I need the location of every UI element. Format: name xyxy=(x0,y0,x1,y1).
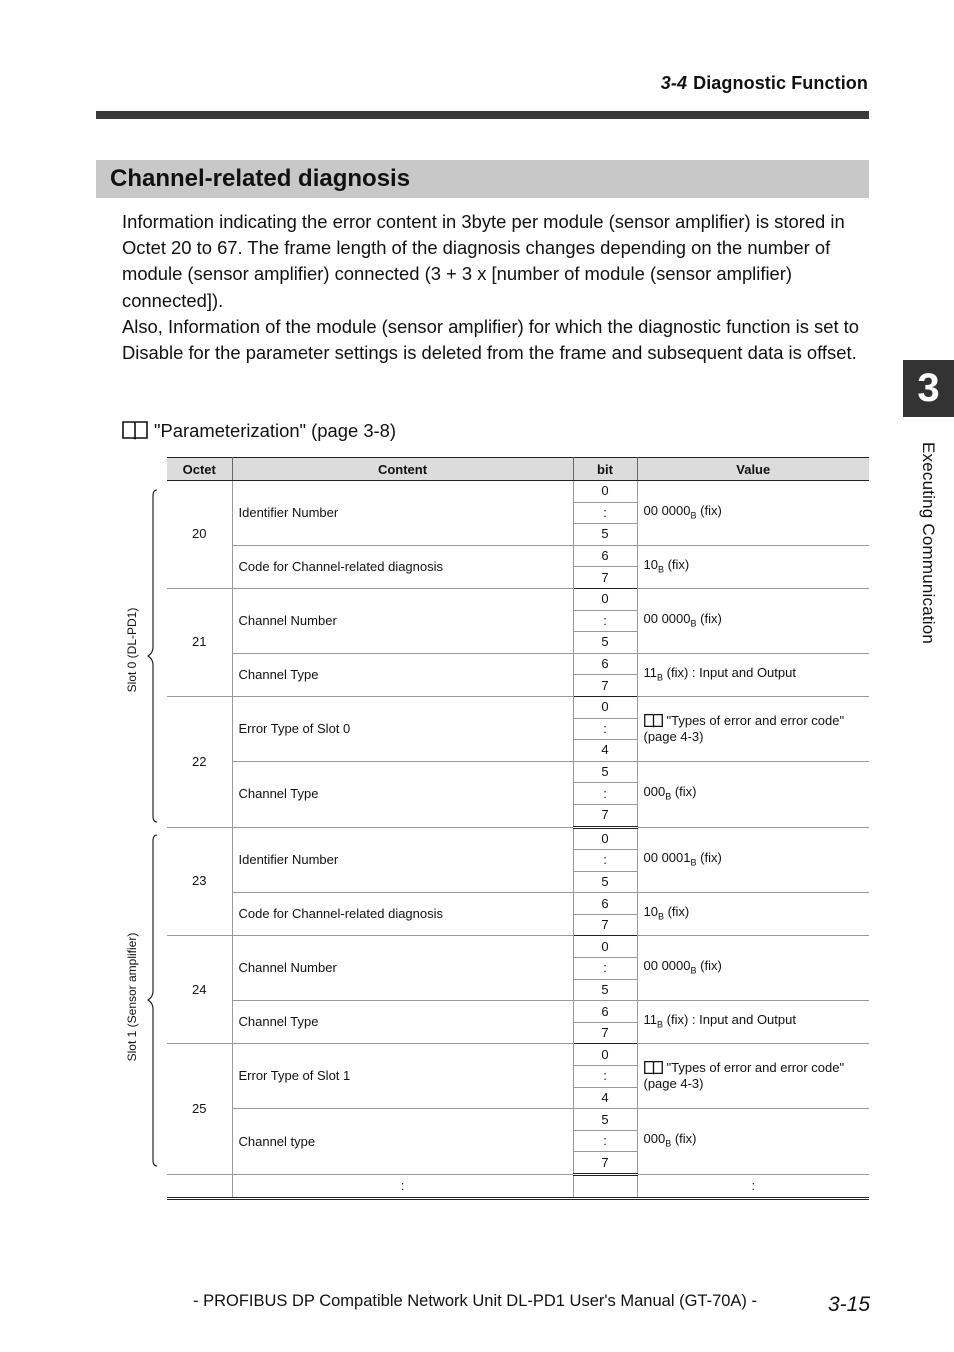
value-suffix: (fix) xyxy=(663,556,690,572)
value-reference: "Types of error and error code" xyxy=(666,1060,845,1076)
content-cell: Channel type xyxy=(232,1109,573,1175)
continuation-bit xyxy=(573,1175,637,1199)
table-header-row xyxy=(167,458,869,481)
table-row xyxy=(167,481,869,503)
chapter-side-title: Executing Communication xyxy=(919,442,938,645)
continuation-row xyxy=(167,1175,869,1199)
table-row xyxy=(167,545,869,567)
table-body xyxy=(167,481,869,1199)
value-subscript: B xyxy=(657,672,664,683)
book-icon xyxy=(122,420,148,440)
bit-cell: 4 xyxy=(573,1087,637,1109)
octet-cell: 25 xyxy=(167,1044,232,1175)
value-cell xyxy=(637,936,869,1001)
bit-cell: 7 xyxy=(573,1152,637,1175)
bit-cell: 7 xyxy=(573,914,637,936)
content-cell: Channel Number xyxy=(232,936,573,1001)
footer-text: - PROFIBUS DP Compatible Network Unit DL-PD1 User's Manual (GT-70A) - xyxy=(193,1292,757,1310)
bit-cell: 4 xyxy=(573,740,637,762)
value-reference-page: (page 4-3) xyxy=(643,1076,704,1092)
bit-cell: : xyxy=(573,958,637,980)
header-bit: bit xyxy=(573,458,637,481)
octet-cell: 24 xyxy=(167,936,232,1044)
body-text xyxy=(122,209,870,366)
header-octet: Octet xyxy=(167,458,232,481)
value-number: 10 xyxy=(643,904,658,920)
bit-cell: 5 xyxy=(573,1109,637,1131)
bit-cell: 0 xyxy=(573,696,637,718)
content-cell: Identifier Number xyxy=(232,827,573,893)
diagnosis-table xyxy=(167,457,869,1200)
reference-text: "Parameterization" (page 3-8) xyxy=(154,420,397,441)
value-number: 11 xyxy=(643,1012,657,1028)
content-cell: Error Type of Slot 1 xyxy=(232,1044,573,1109)
table-row xyxy=(167,827,869,850)
content-cell: Code for Channel-related diagnosis xyxy=(232,545,573,588)
octet-cell: 21 xyxy=(167,588,232,696)
value-number: 00 0000 xyxy=(643,502,691,518)
value-cell xyxy=(637,588,869,653)
bit-cell: 6 xyxy=(573,545,637,567)
bit-cell: 0 xyxy=(573,481,637,503)
bit-cell: : xyxy=(573,502,637,524)
value-suffix: (fix) xyxy=(671,1131,697,1147)
header-content: Content xyxy=(232,458,573,481)
paragraph-2: Also, Information of the module (sensor amplifier) for which the diagnostic function is set to Disable for the parameter settings is deleted from the frame and subsequent data is offset. xyxy=(122,315,859,364)
value-reference: "Types of error and error code" xyxy=(666,712,845,728)
table-row xyxy=(167,761,869,783)
value-cell xyxy=(637,653,869,696)
content-cell: Channel Number xyxy=(232,588,573,653)
title-bar xyxy=(96,160,869,198)
value-number: 11 xyxy=(643,664,657,680)
slot-0-label: Slot 0 (DL-PD1) xyxy=(125,607,139,693)
bit-cell: 0 xyxy=(573,1044,637,1066)
book-icon xyxy=(644,1060,663,1075)
value-suffix: (fix) : Input and Output xyxy=(663,1012,796,1028)
parameterization-reference xyxy=(122,418,396,444)
value-cell xyxy=(637,761,869,827)
value-subscript: B xyxy=(657,911,664,922)
value-cell xyxy=(637,1001,869,1044)
value-number: 000 xyxy=(643,783,666,799)
value-number: 10 xyxy=(643,556,658,572)
bit-cell: 7 xyxy=(573,567,637,589)
bit-cell: : xyxy=(573,783,637,805)
value-number: 00 0000 xyxy=(643,958,691,974)
value-reference-page: (page 4-3) xyxy=(643,728,704,744)
table-row xyxy=(167,653,869,675)
bit-cell: 5 xyxy=(573,979,637,1001)
value-cell xyxy=(637,827,869,893)
bit-cell: 5 xyxy=(573,524,637,546)
continuation-value: : xyxy=(637,1175,869,1199)
value-subscript: B xyxy=(690,857,697,868)
value-cell xyxy=(637,893,869,936)
slot-0-brace xyxy=(142,489,160,823)
bit-cell: 5 xyxy=(573,761,637,783)
content-cell: Channel Type xyxy=(232,761,573,827)
octet-cell: 20 xyxy=(167,481,232,589)
bit-cell: : xyxy=(573,1130,637,1152)
header-value: Value xyxy=(637,458,869,481)
slot-1-brace xyxy=(142,834,160,1167)
bit-cell: : xyxy=(573,850,637,872)
table-row xyxy=(167,696,869,718)
table-row xyxy=(167,1109,869,1131)
page-title: Channel-related diagnosis xyxy=(110,165,411,192)
running-header xyxy=(661,73,868,94)
content-cell: Error Type of Slot 0 xyxy=(232,696,573,761)
value-suffix: (fix) xyxy=(663,904,690,920)
paragraph-1: Information indicating the error content in 3byte per module (sensor amplifier) is stored in Octet 20 to 67. The frame length of the diagnosis changes depending on the number of module (sensor amplifier) connected (3 + 3 x [number of module (sensor amplifier) connected]). xyxy=(122,211,845,311)
value-cell xyxy=(637,1109,869,1175)
value-subscript: B xyxy=(665,1138,672,1149)
value-subscript: B xyxy=(657,1019,664,1030)
bit-cell: 7 xyxy=(573,675,637,697)
section-number: 3-4 xyxy=(660,73,688,93)
table-row xyxy=(167,1001,869,1023)
bit-cell: 5 xyxy=(573,632,637,654)
content-cell: Channel Type xyxy=(232,653,573,696)
table-row xyxy=(167,936,869,958)
value-cell xyxy=(637,1044,869,1109)
section-title: Diagnostic Function xyxy=(693,73,868,93)
value-cell xyxy=(637,545,869,588)
bit-cell: 7 xyxy=(573,804,637,827)
value-subscript: B xyxy=(657,564,664,575)
value-cell xyxy=(637,696,869,761)
octet-cell: 22 xyxy=(167,696,232,827)
value-suffix: (fix) : Input and Output xyxy=(663,664,796,680)
value-suffix: (fix) xyxy=(671,783,697,799)
value-suffix: (fix) xyxy=(696,610,722,626)
bit-cell: 7 xyxy=(573,1022,637,1044)
value-suffix: (fix) xyxy=(696,849,722,865)
value-suffix: (fix) xyxy=(696,502,722,518)
header-rule xyxy=(96,111,869,119)
value-suffix: (fix) xyxy=(696,958,722,974)
content-cell: Channel Type xyxy=(232,1001,573,1044)
bit-cell: 6 xyxy=(573,1001,637,1023)
value-subscript: B xyxy=(690,618,697,629)
value-number: 000 xyxy=(643,1131,666,1147)
continuation-content: : xyxy=(232,1175,573,1199)
bit-cell: 6 xyxy=(573,893,637,915)
table-row xyxy=(167,588,869,610)
table-row xyxy=(167,1044,869,1066)
bit-cell: 5 xyxy=(573,871,637,893)
bit-cell: : xyxy=(573,718,637,740)
continuation-octet xyxy=(167,1175,232,1199)
chapter-tab: 3 xyxy=(903,360,954,417)
value-subscript: B xyxy=(690,510,697,521)
value-number: 00 0001 xyxy=(643,849,691,865)
content-cell: Code for Channel-related diagnosis xyxy=(232,893,573,936)
octet-cell: 23 xyxy=(167,827,232,936)
bit-cell: 0 xyxy=(573,936,637,958)
content-cell: Identifier Number xyxy=(232,481,573,546)
bit-cell: 0 xyxy=(573,588,637,610)
bit-cell: 6 xyxy=(573,653,637,675)
bit-cell: 0 xyxy=(573,827,637,850)
slot-1-label: Slot 1 (Sensor amplifier) xyxy=(125,932,139,1062)
value-number: 00 0000 xyxy=(643,610,691,626)
bit-cell: : xyxy=(573,1066,637,1088)
value-subscript: B xyxy=(690,965,697,976)
value-subscript: B xyxy=(665,791,672,802)
book-icon xyxy=(644,713,663,728)
table-row xyxy=(167,893,869,915)
value-cell xyxy=(637,481,869,546)
bit-cell: : xyxy=(573,610,637,632)
page-number: 3-15 xyxy=(827,1293,870,1316)
